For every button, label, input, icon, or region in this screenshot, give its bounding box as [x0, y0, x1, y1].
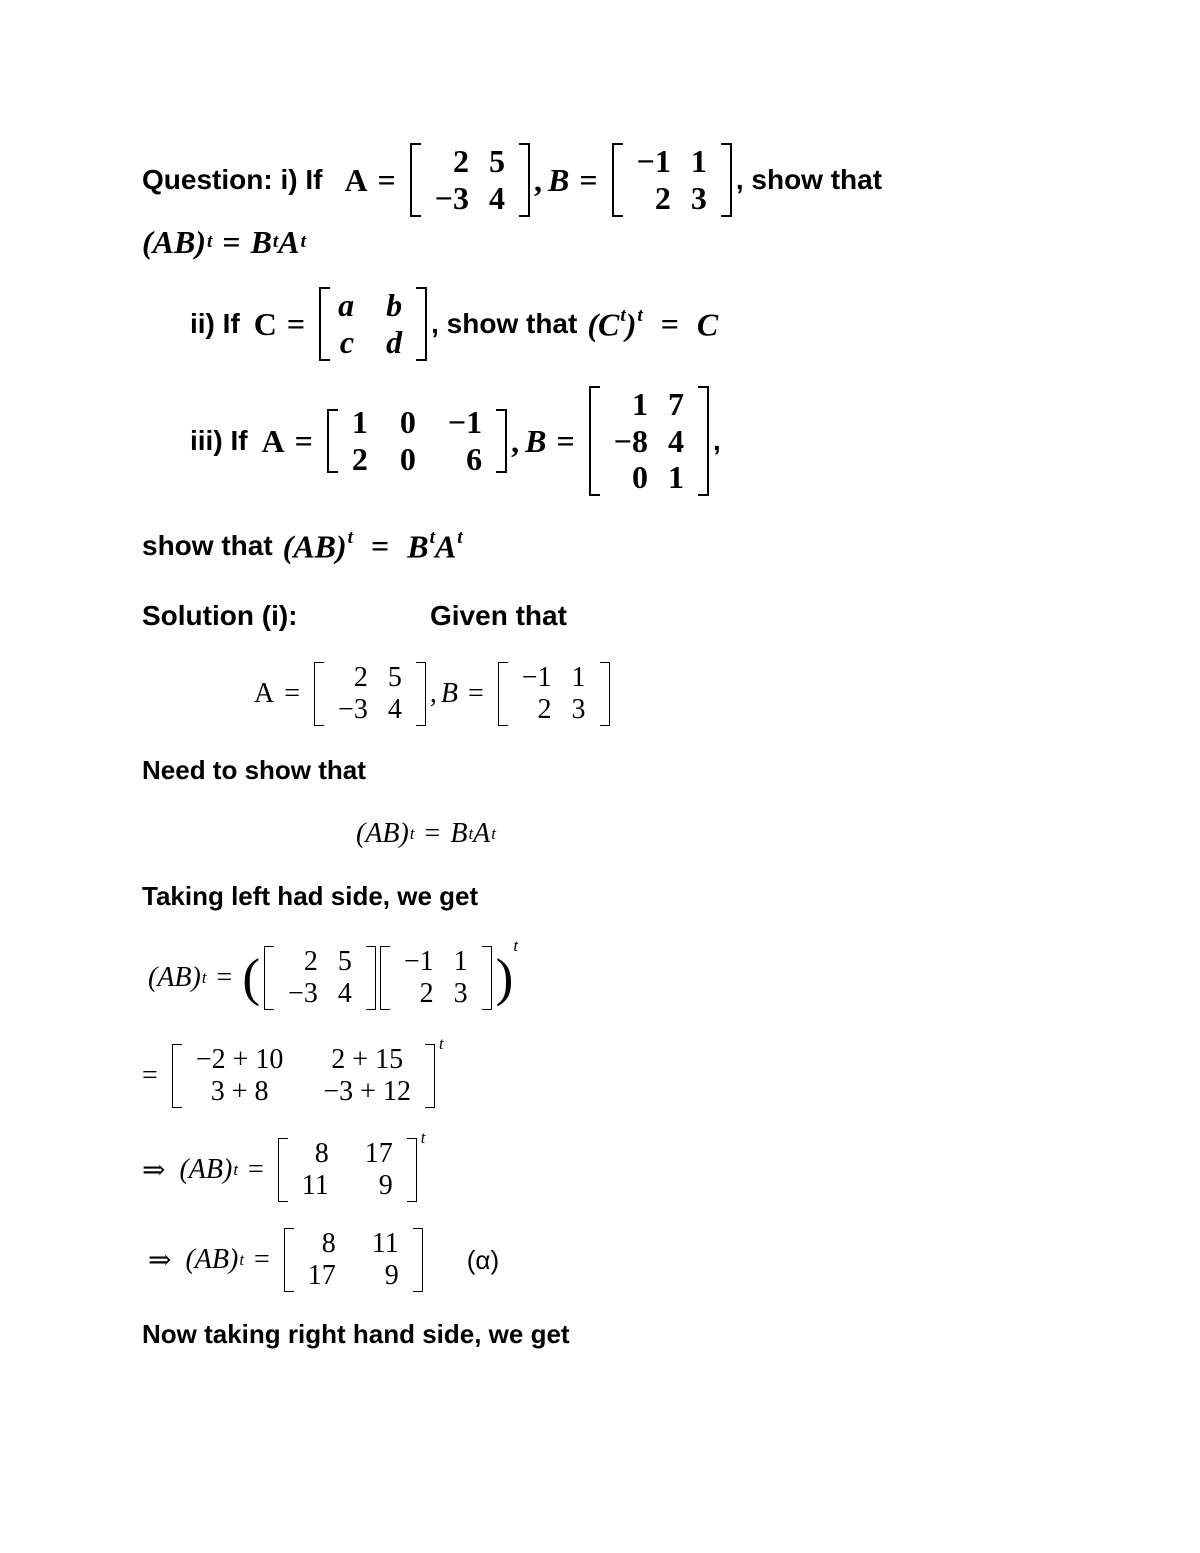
identity-ii-rhs: C	[696, 306, 719, 343]
matrix-cell: 2	[353, 661, 368, 693]
sol-a-name: A	[254, 678, 275, 709]
matrix-cell: 8	[314, 1137, 329, 1169]
matrix-cell: 6	[466, 441, 483, 477]
matrix-a-name: A	[344, 161, 368, 198]
matrix-cell: 1	[571, 661, 586, 693]
identity-ii-lhs: (C	[587, 306, 620, 343]
question-ii-line: ii) If C = a b c d , show that $(C^t)^t = C$	[190, 287, 719, 360]
matrix-cell: 2	[537, 694, 552, 725]
sol-identity-sup: t	[409, 824, 415, 843]
identity-iii-sup: t	[347, 526, 354, 548]
matrix-cell: 8	[321, 1227, 336, 1259]
step4-eq: =	[254, 1244, 270, 1275]
matrix-cell: 2	[453, 143, 470, 180]
step1-eq: =	[216, 962, 233, 993]
step3-matrix	[278, 1138, 417, 1202]
step3-sup: t	[233, 1160, 238, 1179]
identity-r1: B	[250, 223, 272, 260]
matrix-cell: 0	[631, 459, 648, 496]
matrix-c-name: C	[253, 305, 277, 342]
matrix-cell: −1	[636, 143, 671, 180]
identity-ii-close: )	[625, 306, 637, 343]
step1-sup: t	[201, 968, 207, 987]
identity-lhs: (AB)	[142, 223, 206, 260]
sol-identity-eq: =	[424, 818, 441, 849]
matrix-cell: 0	[399, 441, 416, 477]
matrix-cell: −3	[288, 978, 318, 1009]
matrix-cell: 4	[489, 180, 506, 216]
matrix-cell: −1	[403, 945, 434, 977]
matrix-cell: 11	[301, 1170, 329, 1201]
matrix-cell: b	[386, 287, 403, 324]
step3-lhs: (AB)	[179, 1154, 233, 1185]
matrix-cell: 9	[378, 1170, 393, 1201]
sol-b-name: B	[440, 678, 458, 709]
given-matrices: A = 2 5 −3 4 , B = −1 1 2 3	[254, 662, 614, 726]
matrix-cell: d	[386, 324, 403, 360]
matrix-b-q1	[612, 143, 732, 217]
step1-matrix-b	[380, 946, 492, 1010]
identity-eq: =	[222, 223, 241, 260]
taking-right	[142, 1316, 570, 1352]
show-that-text: , show that	[735, 164, 883, 195]
matrix-cell: −1	[521, 661, 552, 693]
sol-identity-r1: B	[450, 818, 468, 849]
matrix-cell: 5	[337, 945, 352, 977]
matrix-cell: 1	[453, 945, 468, 977]
matrix-c	[319, 287, 427, 361]
step1-matrix-a	[264, 946, 376, 1010]
implies-icon: ⇒	[142, 1155, 166, 1186]
equation-tag: (α)	[466, 1244, 500, 1275]
step4	[148, 1224, 499, 1296]
matrix-cell: 7	[667, 385, 684, 422]
matrix-b-q3	[589, 386, 709, 496]
taking-left	[142, 878, 478, 914]
step4-lhs: (AB)	[185, 1244, 239, 1275]
matrix-cell: 1	[631, 385, 648, 422]
matrix-cell: 3 + 8	[210, 1076, 269, 1107]
matrix-cell: −3	[434, 180, 470, 216]
question-label: Question: i) If	[142, 164, 323, 195]
matrix-cell: 2	[351, 441, 368, 477]
identity-ii-sup: t	[637, 304, 643, 326]
identity-sup: t	[207, 231, 213, 252]
matrix-cell: 3	[690, 180, 707, 216]
matrix-cell: 2 + 15	[331, 1043, 404, 1075]
taking-right-text: Now taking right hand side, we get	[142, 1318, 570, 1349]
matrix-cell: 5	[387, 661, 402, 693]
matrix-b-name: B	[548, 161, 570, 198]
step4-matrix	[284, 1228, 423, 1292]
matrix-cell: 4	[667, 422, 684, 459]
matrix-cell: 1	[351, 404, 368, 441]
sol-identity-r2: A	[473, 818, 491, 849]
step4-sup: t	[239, 1250, 244, 1269]
question-iii-line: iii) If A = 1 0 −1 2 0 6 , B = 1 7 −8 4 0 1 ,	[190, 385, 721, 496]
step2-eq: =	[142, 1060, 158, 1091]
identity-ii-eq: =	[660, 306, 679, 343]
step3: ⇒ (AB) t = 8 17 11 9 t	[142, 1128, 426, 1201]
identity-ii-sup-inner: t	[620, 304, 626, 326]
matrix-cell: −3	[338, 694, 368, 725]
matrix-cell: −2 + 10	[195, 1043, 284, 1075]
matrix-cell: −1	[447, 404, 483, 441]
identity-iii-eq: =	[371, 528, 390, 565]
matrix-cell: 2	[654, 180, 671, 216]
given-that-text: Given that	[430, 600, 567, 631]
matrix-a-q3	[327, 404, 507, 477]
need-to-show	[142, 752, 366, 788]
need-text: Need to show that	[142, 754, 366, 785]
matrix-cell: 5	[489, 143, 506, 180]
question-ii-label: ii) If	[190, 308, 240, 339]
comma: ,	[712, 425, 721, 456]
matrix-cell: 3	[571, 694, 586, 725]
matrix-cell: −3 + 12	[323, 1076, 411, 1107]
taking-left-text: Taking left had side, we get	[142, 880, 479, 911]
matrix-cell: a	[338, 287, 355, 324]
step3-eq: =	[248, 1154, 264, 1185]
question-iii-label: iii) If	[190, 425, 248, 456]
matrix-cell: 2	[303, 945, 318, 977]
matrix-cell: 11	[371, 1227, 399, 1259]
question-i-identity: (AB) t = B t A t	[142, 223, 306, 260]
step2	[142, 1034, 444, 1112]
show-that-text-iii: show that	[142, 530, 273, 561]
identity-iii-r2: A	[434, 528, 457, 565]
implies-icon: ⇒	[148, 1245, 172, 1276]
matrix-cell: 3	[453, 978, 468, 1009]
question-iii-identity-line: show that $(AB)^t = B^tA^t$	[142, 526, 463, 565]
show-that-text-ii: , show that	[431, 308, 578, 339]
matrix-cell: 17	[307, 1260, 336, 1291]
step2-matrix	[172, 1044, 435, 1108]
identity-iii-r1: B	[407, 528, 429, 565]
matrix-cell: 4	[387, 694, 402, 725]
given-that	[430, 596, 567, 636]
matrix-cell: 1	[690, 143, 707, 180]
matrix-b3-name: B	[525, 422, 547, 459]
matrix-cell: 17	[364, 1137, 393, 1169]
solution-title	[142, 596, 298, 636]
solution-title-text: Solution (i):	[142, 600, 298, 631]
sol-matrix-b	[498, 662, 610, 726]
matrix-cell: 1	[667, 459, 684, 496]
matrix-a-q1	[410, 143, 530, 217]
sol-identity-lhs: (AB)	[356, 818, 409, 849]
question-i-line: Question: i) If A = 2 5 −3 4 , B = −1 1 2 3 , show that	[142, 143, 883, 216]
sol-matrix-a	[314, 662, 426, 726]
matrix-cell: 0	[399, 404, 416, 441]
matrix-cell: 2	[419, 978, 434, 1009]
step1: (AB) t = ( 2 5 −3 4 −1 1 2 3 ) t	[148, 936, 519, 1009]
step1-lhs: (AB)	[148, 962, 201, 993]
matrix-cell: 9	[384, 1260, 399, 1291]
matrix-a3-name: A	[261, 422, 285, 459]
matrix-cell: 4	[337, 978, 352, 1009]
step2-sup: t	[438, 1034, 444, 1053]
matrix-cell: −8	[613, 422, 648, 459]
identity-r2: A	[278, 223, 300, 260]
matrix-cell: c	[339, 324, 355, 360]
identity-iii-lhs: (AB)	[282, 528, 347, 565]
sol-identity: (AB) t = B t A t	[356, 818, 496, 849]
